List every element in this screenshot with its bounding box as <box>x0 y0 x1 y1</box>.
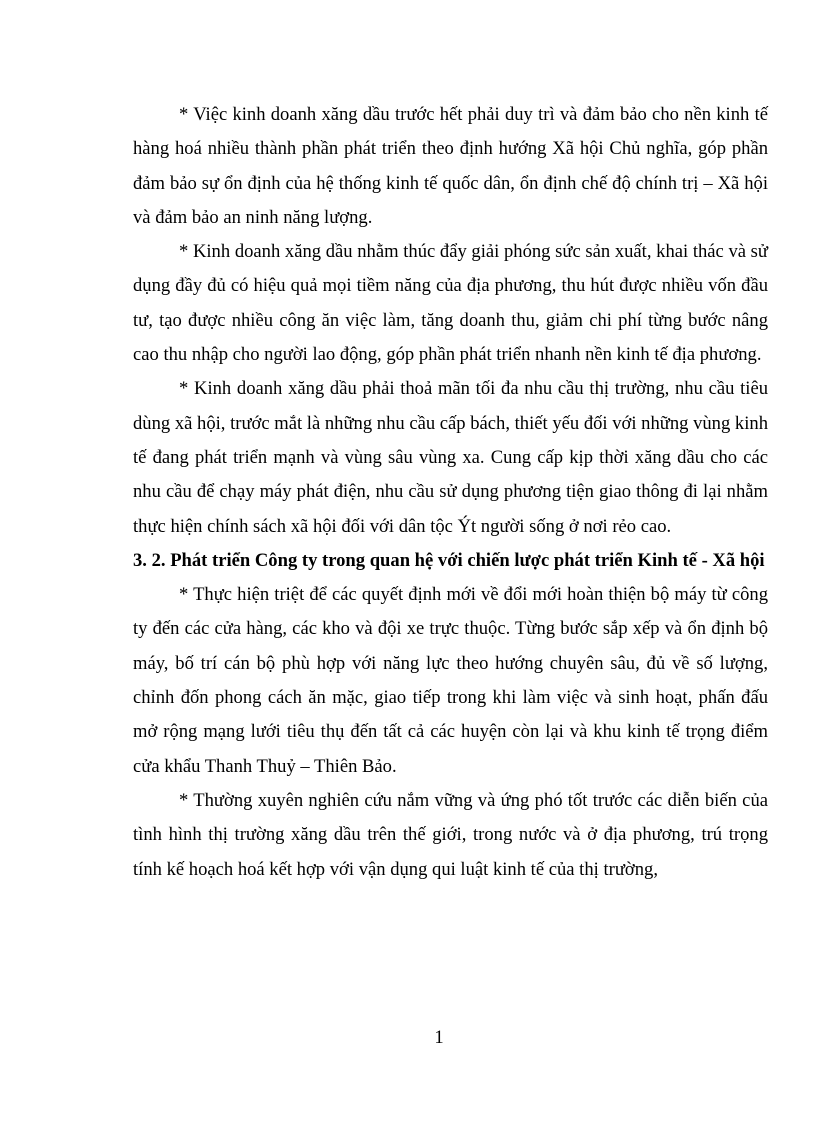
paragraph-market-research: * Thường xuyên nghiên cứu nắm vững và ứng phó tốt trước các diễn biến của tình hình thị trường xăng dầu trên thế giới, trong nước và ở địa phương, trú trọng tính kế hoạch hoá kết hợp với vận dụng qui luật kinh tế của thị trường, <box>133 789 768 880</box>
paragraph-economic-stability: * Việc kinh doanh xăng dầu trước hết phải duy trì và đảm bảo cho nền kinh tế hàng hoá nhiều thành phần phát triển theo định hướng Xã hội Chủ nghĩa, góp phần đảm bảo sự ổn định của hệ thống kinh tế quốc dân, ổn định chế độ chính trị – Xã hội và đảm bảo an ninh năng lượng. <box>133 104 768 228</box>
paragraph-organization: * Thực hiện triệt để các quyết định mới về đổi mới hoàn thiện bộ máy từ công ty đến các cửa hàng, các kho và đội xe trực thuộc. Từng bước sắp xếp và ổn định bộ máy, bố trí cán bộ phù hợp với năng lực theo hướng chuyên sâu, đủ về số lượng, chỉnh đốn phong cách ăn mặc, giao tiếp trong khi làm việc và sinh hoạt, phấn đấu mở rộng mạng lưới tiêu thụ đến tất cả các huyện còn lại và khu kinh tế trọng điểm cửa khẩu Thanh Thuỷ – Thiên Bảo. <box>133 584 768 777</box>
section-heading: 3. 2. Phát triển Công ty trong quan hệ với chiến lược phát triển Kinh tế - Xã hội <box>133 549 765 571</box>
paragraph-market-demand: * Kinh doanh xăng dầu phải thoả mãn tối đa nhu cầu thị trường, nhu cầu tiêu dùng xã hội, trước mắt là những nhu cầu cấp bách, thiết yếu đối với những vùng kinh tế đang phát triển mạnh và vùng sâu vùng xa. Cung cấp kịp thời xăng dầu cho các nhu cầu để chạy máy phát điện, nhu cầu sử dụng phương tiện giao thông đi lại nhằm thực hiện chính sách xã hội đối với dân tộc Ýt người sống ở nơi rẻo cao. <box>133 378 768 537</box>
document-page <box>133 98 768 887</box>
page-number: 1 <box>434 1027 444 1048</box>
paragraph-production-growth: * Kinh doanh xăng dầu nhằm thúc đẩy giải phóng sức sản xuất, khai thác và sử dụng đầy đủ có hiệu quả mọi tiềm năng của địa phương, thu hút được nhiều vốn đầu tư, tạo được nhiều công ăn việc làm, tăng doanh thu, giảm chi phí từng bước nâng cao thu nhập cho người lao động, góp phần phát triển nhanh nền kinh tế địa phương. <box>133 241 768 366</box>
